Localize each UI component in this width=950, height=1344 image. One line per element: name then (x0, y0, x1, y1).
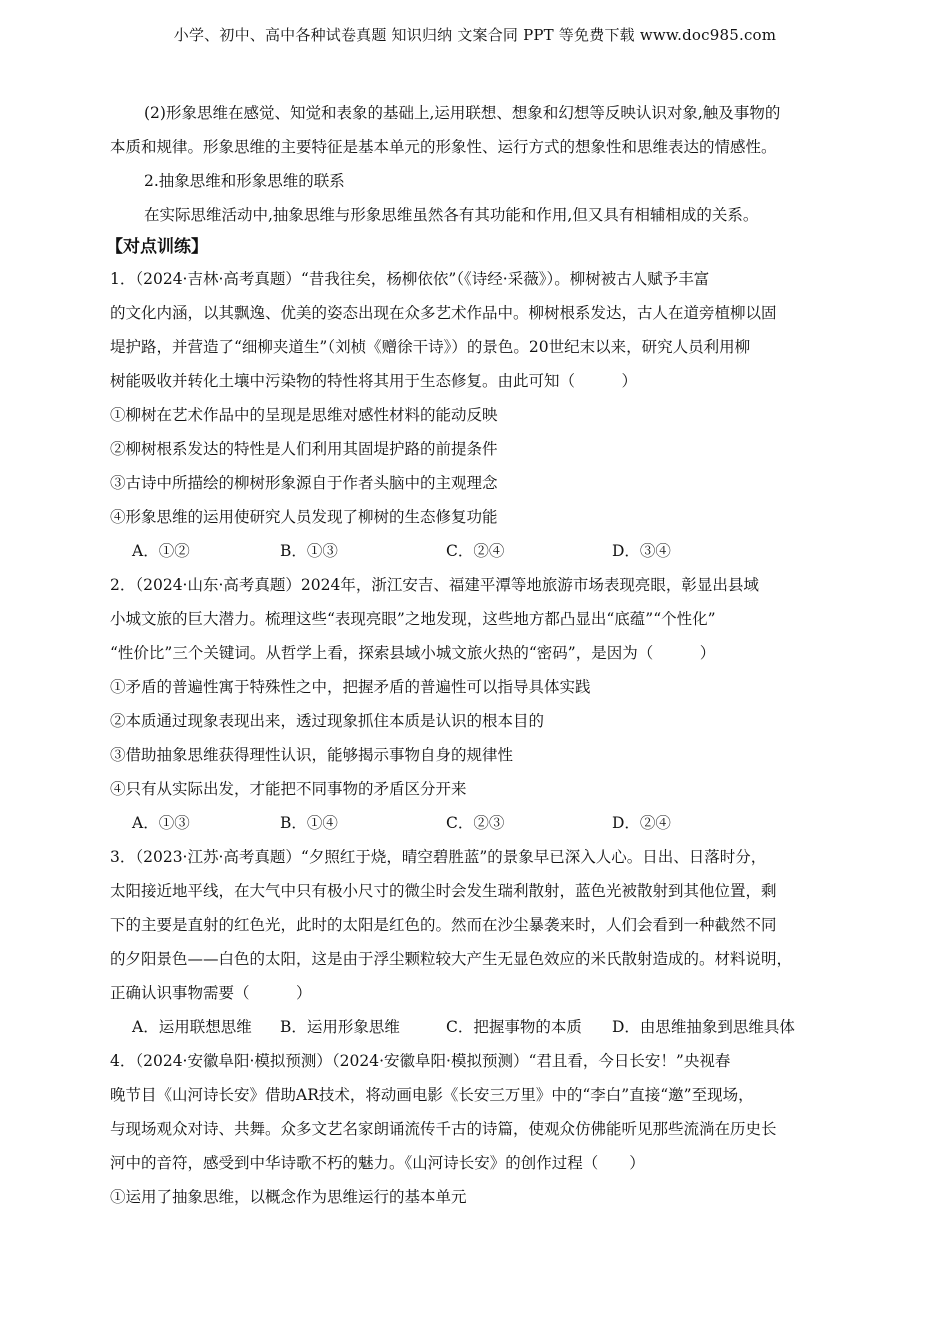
question-text: 堤护路，并营造了“细柳夹道生”（刘桢《赠徐干诗》）的景色。20世纪末以来，研究人员利用柳 (110, 338, 751, 356)
statement-item: ④形象思维的运用使研究人员发现了柳树的生态修复功能 (110, 508, 498, 526)
option-b[interactable]: B．运用形象思维 (280, 1018, 400, 1036)
option-d[interactable]: D．②④ (612, 814, 671, 832)
statement-item: ①运用了抽象思维，以概念作为思维运行的基本单元 (110, 1188, 467, 1206)
question-text: 晚节目《山河诗长安》借助AR技术，将动画电影《长安三万里》中的“李白”直接“邀”至现场， (110, 1086, 754, 1104)
question-1 (110, 262, 850, 568)
option-d[interactable]: D．③④ (612, 542, 671, 560)
option-c[interactable]: C．把握事物的本质 (446, 1018, 582, 1036)
answer-options (110, 534, 850, 568)
document-body (106, 96, 850, 1214)
option-a[interactable]: A．运用联想思维 (132, 1018, 252, 1036)
question-text: 3．（2023·江苏·高考真题）“夕照红于烧，晴空碧胜蓝”的景象早已深入人心。日出、日落时分， (110, 848, 767, 866)
answer-options (110, 806, 850, 840)
statement-item: ③借助抽象思维获得理性认识，能够揭示事物自身的规律性 (110, 746, 514, 764)
statement-item: ③古诗中所描绘的柳树形象源自于作者头脑中的主观理念 (110, 474, 498, 492)
answer-options (110, 1010, 850, 1044)
section-title: 【对点训练】 (106, 237, 208, 257)
statement-item: ④只有从实际出发，才能把不同事物的矛盾区分开来 (110, 780, 467, 798)
statement-item: ②本质通过现象表现出来，透过现象抓住本质是认识的根本目的 (110, 712, 545, 730)
option-c[interactable]: C．②③ (446, 814, 505, 832)
question-text: 2．（2024·山东·高考真题）2024年，浙江安吉、福建平潭等地旅游市场表现亮眼，彰显出县域 (110, 576, 759, 594)
statement-item: ①柳树在艺术作品中的呈现是思维对感性材料的能动反映 (110, 406, 498, 424)
question-text: 与现场观众对诗、共舞。众多文艺名家朗诵流传千古的诗篇，使观众仿佛能听见那些流淌在历史长 (110, 1120, 777, 1138)
statement-item: ①矛盾的普遍性寓于特殊性之中，把握矛盾的普遍性可以指导具体实践 (110, 678, 591, 696)
question-text: 太阳接近地平线，在大气中只有极小尺寸的微尘时会发生瑞利散射，蓝色光被散射到其他位置，剩 (110, 882, 777, 900)
question-text: 河中的音符，感受到中华诗歌不朽的魅力。《山河诗长安》的创作过程（ ） (110, 1154, 645, 1172)
option-d[interactable]: D．由思维抽象到思维具体 (612, 1018, 795, 1036)
option-b[interactable]: B．①④ (280, 814, 338, 832)
question-2 (110, 568, 850, 840)
option-b[interactable]: B．①③ (280, 542, 338, 560)
statement-item: ②柳树根系发达的特性是人们利用其固堤护路的前提条件 (110, 440, 498, 458)
option-a[interactable]: A．①② (132, 542, 190, 560)
intro-line: (2)形象思维在感觉、知觉和表象的基础上,运用联想、想象和幻想等反映认识对象,触及事物的 (144, 104, 781, 122)
question-text: “性价比”三个关键词。从哲学上看，探索县域小城文旅火热的“密码”，是因为（ ） (110, 644, 716, 662)
question-text: 1．（2024·吉林·高考真题）“昔我往矣，杨柳依依”（《诗经·采薇》）。柳树被古人赋予丰富 (110, 270, 710, 288)
option-c[interactable]: C．②④ (446, 542, 505, 560)
intro-line: 本质和规律。形象思维的主要特征是基本单元的形象性、运行方式的想象性和思维表达的情感性。 (110, 138, 777, 156)
question-text: 树能吸收并转化土壤中污染物的特性将其用于生态修复。由此可知（ ） (110, 372, 638, 390)
question-text: 的夕阳景色——白色的太阳，这是由于浮尘颗粒较大产生无显色效应的米氏散射造成的。材料说明， (110, 950, 793, 968)
page-header: 小学、初中、高中各种试卷真题 知识归纳 文案合同 PPT 等免费下载 www.doc985.com (173, 26, 777, 44)
question-text: 下的主要是直射的红色光，此时的太阳是红色的。然而在沙尘暴袭来时，人们会看到一种截然不同 (110, 916, 777, 934)
question-text: 4．（2024·安徽阜阳·模拟预测）（2024·安徽阜阳·模拟预测）“君且看，今日长安！”央视春 (110, 1052, 731, 1070)
question-3 (110, 840, 850, 1044)
question-text: 小城文旅的巨大潜力。梳理这些“表现亮眼”之地发现，这些地方都凸显出“底蕴”“个性化” (110, 610, 716, 628)
intro-line: 在实际思维活动中,抽象思维与形象思维虽然各有其功能和作用,但又具有相辅相成的关系。 (144, 206, 759, 224)
option-a[interactable]: A．①③ (132, 814, 190, 832)
question-text: 的文化内涵，以其飘逸、优美的姿态出现在众多艺术作品中。柳树根系发达，古人在道旁植柳以固 (110, 304, 777, 322)
intro-heading: 2.抽象思维和形象思维的联系 (144, 172, 345, 190)
question-4 (110, 1044, 850, 1214)
question-text: 正确认识事物需要（ ） (110, 984, 312, 1002)
